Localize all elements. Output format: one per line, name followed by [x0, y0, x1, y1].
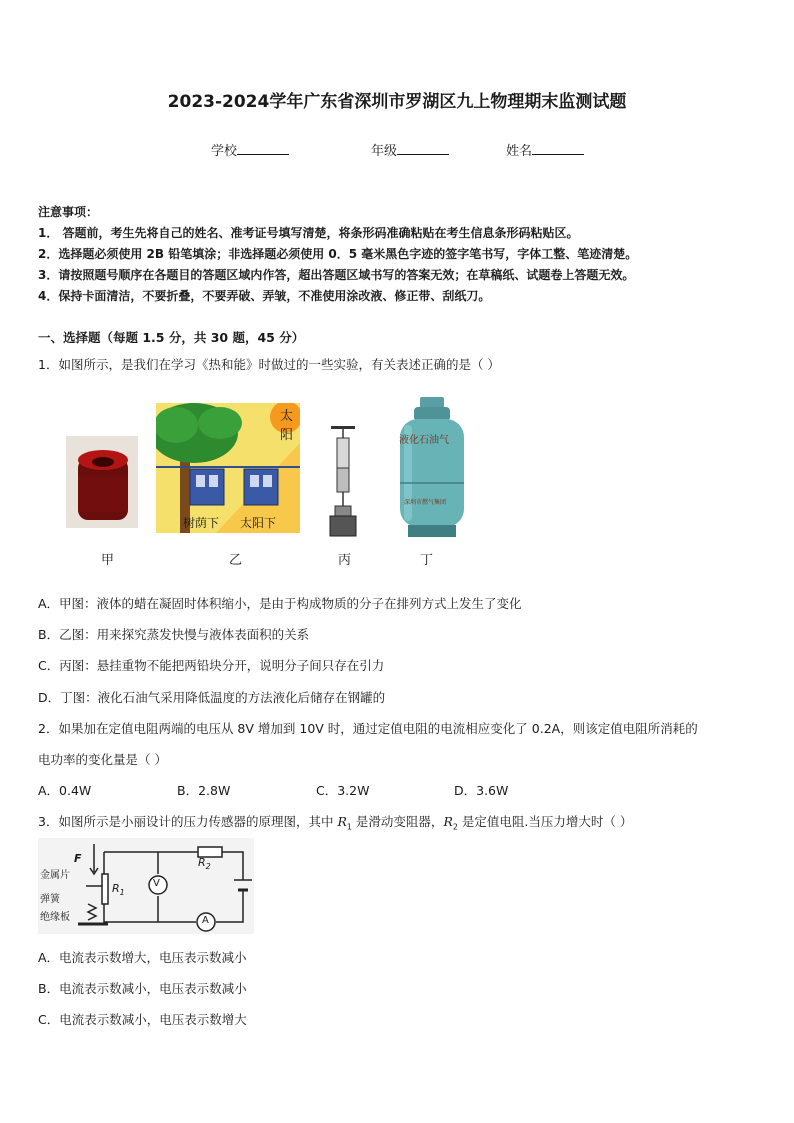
metal-sheet-label: 金属片	[40, 870, 70, 881]
note-item: 3．请按照题号顺序在各题目的答题区域内作答，超出答题区域书写的答案无效；在草稿纸、试题卷上答题无效。	[38, 268, 635, 282]
note-item: 2．选择题必须使用 2B 铅笔填涂；非选择题必须使用 0．5 毫米黑色字迹的签字笔书写，字体工整、笔迹清楚。	[38, 247, 638, 261]
r1-label: $R_1$	[112, 882, 125, 898]
circuit-schematic-icon	[38, 838, 254, 934]
caption-jia: 甲	[101, 553, 115, 568]
notes-heading: 注意事项：	[38, 205, 99, 219]
note-item: 1． 答题前，考生先将自己的姓名、准考证号填写清楚，将条形码准确粘贴在考生信息条形码粘贴区。	[38, 226, 579, 240]
q1-option-c[interactable]: C．丙图：悬挂重物不能把两铅块分开，说明分子间只存在引力	[38, 658, 385, 673]
q3-option-a[interactable]: A．电流表示数增大，电压表示数减小	[38, 950, 247, 965]
q2-option-c[interactable]: C．3.2W	[316, 783, 370, 798]
q2-option-b[interactable]: B．2.8W	[177, 783, 231, 798]
hanging-lead-blocks-icon	[327, 426, 359, 538]
figure-yi-evaporation	[156, 403, 300, 533]
shade-label: 树荫下	[183, 516, 220, 530]
name-field[interactable]: 姓名	[506, 140, 584, 159]
school-field[interactable]: 学校	[211, 140, 289, 159]
q1-option-a[interactable]: A．甲图：液体的蜡在凝固时体积缩小，是由于构成物质的分子在排列方式上发生了变化	[38, 596, 522, 611]
name-blank[interactable]	[532, 142, 584, 155]
tank-label: 液化石油气	[399, 435, 449, 446]
caption-bing: 丙	[338, 553, 352, 568]
q2-option-a[interactable]: A．0.4W	[38, 783, 92, 798]
ammeter-label: A	[202, 915, 209, 926]
question-3-stem: 3．如图所示是小丽设计的压力传感器的原理图，其中 $R_1$ 是滑动变阻器，$R_2$ 是定值电阻.当压力增大时（ ）	[38, 814, 633, 832]
figure-ding-lpg-tank	[398, 397, 466, 537]
caption-yi: 乙	[229, 553, 243, 568]
sun-label: 太阳	[280, 409, 294, 443]
gas-cylinder-icon	[398, 397, 466, 537]
q3-option-c[interactable]: C．电流表示数减小，电压表示数增大	[38, 1012, 247, 1027]
note-item: 4．保持卡面清洁，不要折叠，不要弄破、弄皱，不准使用涂改液、修正带、刮纸刀。	[38, 289, 491, 303]
insulator-label: 绝缘板	[40, 912, 70, 923]
tree-and-sun-scene-icon	[156, 403, 300, 533]
voltmeter-label: V	[153, 878, 160, 889]
figure-bing-lead-blocks	[327, 426, 359, 538]
spring-label: 弹簧	[40, 894, 60, 905]
q2-option-d[interactable]: D．3.6W	[454, 783, 509, 798]
section-heading: 一、选择题（每题 1.5 分，共 30 题，45 分）	[38, 330, 305, 345]
sunlight-label: 太阳下	[240, 516, 277, 530]
r2-label: $R_2$	[198, 856, 211, 872]
force-label: F	[74, 852, 82, 865]
school-blank[interactable]	[237, 142, 289, 155]
figure-jia-wax	[66, 436, 138, 528]
q3-option-b[interactable]: B．电流表示数减小，电压表示数减小	[38, 981, 247, 996]
question-1-stem: 1．如图所示，是我们在学习《热和能》时做过的一些实验，有关表述正确的是（ ）	[38, 357, 500, 372]
question-2-stem-cont: 电功率的变化量是（ ）	[38, 752, 167, 767]
caption-ding: 丁	[420, 553, 434, 568]
grade-field[interactable]: 年级	[371, 140, 449, 159]
page-title: 2023-2024学年广东省深圳市罗湖区九上物理期末监测试题	[167, 92, 627, 112]
question-2-stem: 2．如果加在定值电阻两端的电压从 8V 增加到 10V 时，通过定值电阻的电流相应变化了 0.2A，则该定值电阻所消耗的	[38, 721, 698, 736]
pressure-sensor-circuit-diagram	[38, 838, 254, 934]
wax-cup-icon	[66, 436, 138, 528]
q1-option-b[interactable]: B．乙图：用来探究蒸发快慢与液体表面积的关系	[38, 627, 310, 642]
grade-blank[interactable]	[397, 142, 449, 155]
q1-option-d[interactable]: D．丁图：液化石油气采用降低温度的方法液化后储存在钢罐的	[38, 690, 386, 705]
tank-sub-label: 深圳市燃气集团	[404, 499, 447, 506]
